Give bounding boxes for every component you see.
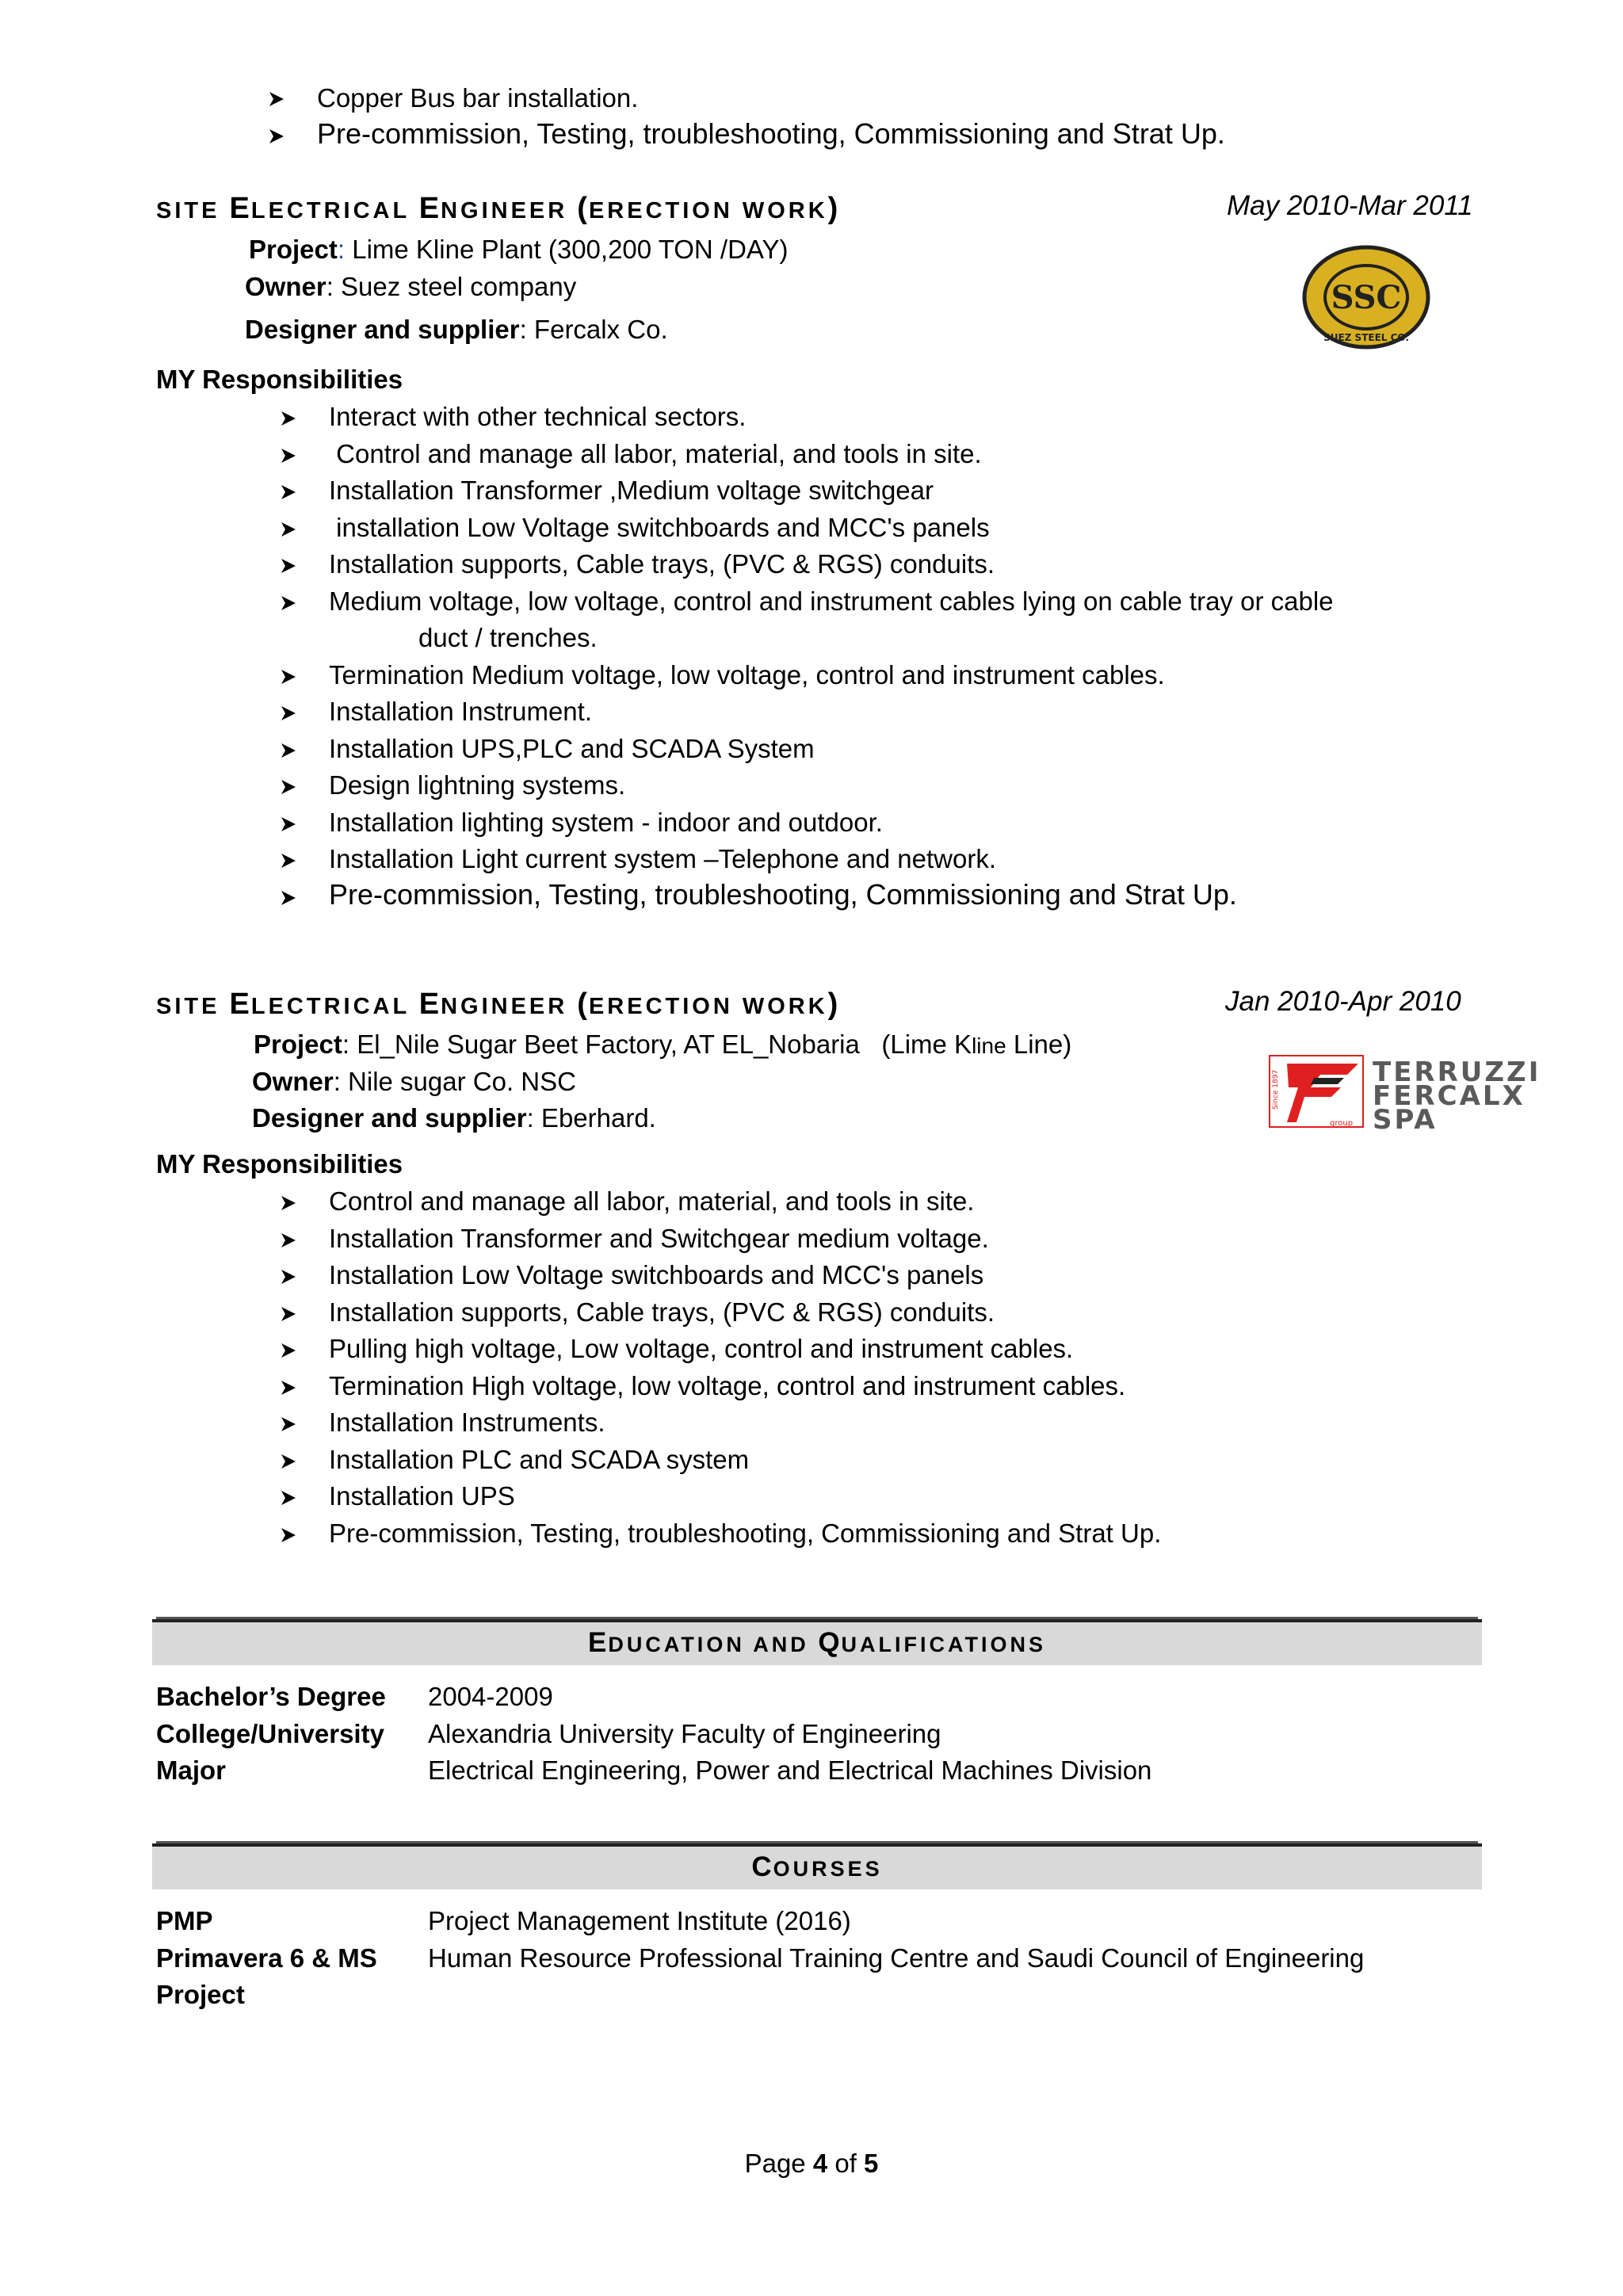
arrow-bullet-icon — [280, 1194, 297, 1213]
project-line: Project: Lime Kline Plant (300,200 TON /DAY) — [249, 235, 789, 264]
svg-text:SUEZ STEEL CO.: SUEZ STEEL CO. — [1323, 332, 1409, 343]
arrow-bullet-icon — [280, 667, 297, 686]
bullet-text: Pre-commission, Testing, troubleshooting, Commissioning and Strat Up. — [317, 117, 1225, 150]
project-line: Project: El_Nile Sugar Beet Factory, AT EL_Nobaria (Lime Kline Line) — [254, 1030, 1072, 1059]
section-heading: COURSES — [751, 1851, 883, 1882]
arrow-bullet-icon — [280, 851, 297, 870]
arrow-bullet-icon — [280, 594, 297, 613]
list-item: Installation supports, Cable trays, (PVC & RGS) conduits. — [329, 1297, 995, 1327]
arrow-bullet-icon — [280, 1452, 297, 1471]
arrow-bullet-icon — [280, 888, 297, 907]
arrow-bullet-icon — [280, 1415, 297, 1434]
arrow-bullet-icon — [280, 815, 297, 834]
terruzzi-fercalx-logo — [1265, 1046, 1590, 1132]
list-item-continuation: duct / trenches. — [418, 623, 598, 652]
designer-line: Designer and supplier: Fercalx Co. — [245, 315, 668, 344]
svg-text:SSC: SSC — [1331, 279, 1402, 316]
job-title: SITE ELECTRICAL ENGINEER (ERECTION WORK) — [156, 192, 840, 225]
arrow-bullet-icon — [280, 1488, 297, 1507]
education-key: College/University — [156, 1719, 384, 1748]
svg-text:TERRUZZI: TERRUZZI — [1373, 1056, 1541, 1088]
list-item: Pre-commission, Testing, troubleshooting, Commissioning and Strat Up. — [329, 1519, 1162, 1548]
list-item: Installation UPS — [329, 1481, 515, 1511]
arrow-bullet-icon — [280, 1305, 297, 1324]
list-item: Installation Transformer ,Medium voltage switchgear — [329, 476, 934, 505]
list-item: Pre-commission, Testing, troubleshooting, Commissioning and Strat Up. — [329, 878, 1237, 911]
arrow-bullet-icon — [280, 741, 297, 760]
education-value: Alexandria University Faculty of Engineering — [428, 1719, 941, 1748]
course-key: Project — [156, 1980, 245, 2009]
education-value: 2004-2009 — [428, 1682, 553, 1711]
list-item: installation Low Voltage switchboards and MCC's panels — [329, 513, 990, 542]
job-date: May 2010-Mar 2011 — [1227, 190, 1473, 221]
arrow-bullet-icon — [268, 127, 285, 146]
education-value: Electrical Engineering, Power and Electrical Machines Division — [428, 1755, 1152, 1785]
job-date: Jan 2010-Apr 2010 — [1225, 986, 1461, 1017]
page-footer: Page 4 of 5 — [744, 2149, 879, 2178]
arrow-bullet-icon — [280, 409, 297, 428]
arrow-bullet-icon — [280, 1378, 297, 1397]
list-item: Installation PLC and SCADA system — [329, 1445, 750, 1474]
suez-steel-logo — [1301, 244, 1431, 350]
svg-text:FERCALX: FERCALX — [1373, 1080, 1526, 1112]
list-item: Installation lighting system - indoor and outdoor. — [329, 808, 883, 837]
owner-line: Owner: Suez steel company — [245, 272, 577, 301]
course-value: Human Resource Professional Training Centre and Saudi Council of Engineering — [428, 1943, 1365, 1973]
arrow-bullet-icon — [280, 520, 297, 539]
job-title: SITE ELECTRICAL ENGINEER (ERECTION WORK) — [156, 988, 840, 1021]
education-key: Major — [156, 1755, 227, 1785]
svg-text:SPA: SPA — [1373, 1104, 1438, 1132]
svg-text:group: group — [1330, 1119, 1354, 1128]
arrow-bullet-icon — [280, 1267, 297, 1286]
course-key: Primavera 6 & MS — [156, 1943, 377, 1973]
svg-text:Since 1897: Since 1897 — [1272, 1069, 1280, 1110]
course-key: PMP — [156, 1906, 213, 1935]
list-item: Interact with other technical sectors. — [329, 402, 747, 431]
list-item: Installation supports, Cable trays, (PVC & RGS) conduits. — [329, 549, 995, 579]
arrow-bullet-icon — [280, 1231, 297, 1250]
owner-line: Owner: Nile sugar Co. NSC — [252, 1067, 576, 1096]
list-item: Medium voltage, low voltage, control and instrument cables lying on cable tray or cable — [329, 586, 1334, 616]
list-item: Termination Medium voltage, low voltage, control and instrument cables. — [329, 660, 1165, 690]
designer-line: Designer and supplier: Eberhard. — [252, 1103, 656, 1133]
list-item: Installation Instrument. — [329, 697, 592, 726]
list-item: Installation Light current system –Telephone and network. — [329, 844, 996, 873]
list-item: Installation Transformer and Switchgear medium voltage. — [329, 1224, 989, 1253]
courses-heading-bar — [152, 1843, 1482, 1889]
bullet-text: Copper Bus bar installation. — [317, 83, 639, 113]
responsibilities-heading: MY Responsibilities — [156, 1149, 403, 1179]
education-key: Bachelor’s Degree — [156, 1682, 386, 1711]
list-item: Installation Low Voltage switchboards and MCC's panels — [329, 1260, 984, 1289]
course-value: Project Management Institute (2016) — [428, 1906, 851, 1935]
arrow-bullet-icon — [280, 556, 297, 575]
responsibilities-heading: MY Responsibilities — [156, 365, 403, 394]
list-item: Installation UPS,PLC and SCADA System — [329, 734, 815, 763]
list-item: Termination High voltage, low voltage, control and instrument cables. — [329, 1371, 1126, 1400]
list-item: Control and manage all labor, material, and tools in site. — [329, 439, 982, 468]
arrow-bullet-icon — [280, 1341, 297, 1360]
arrow-bullet-icon — [280, 1526, 297, 1545]
list-item: Control and manage all labor, material, and tools in site. — [329, 1186, 975, 1216]
arrow-bullet-icon — [280, 777, 297, 797]
section-heading: EDUCATION AND QUALIFICATIONS — [587, 1627, 1047, 1658]
list-item: Pulling high voltage, Low voltage, control and instrument cables. — [329, 1334, 1074, 1363]
arrow-bullet-icon — [268, 90, 285, 109]
list-item: Design lightning systems. — [329, 770, 626, 800]
arrow-bullet-icon — [280, 704, 297, 723]
education-heading-bar — [152, 1619, 1482, 1665]
arrow-bullet-icon — [280, 446, 297, 465]
list-item: Installation Instruments. — [329, 1408, 605, 1437]
arrow-bullet-icon — [280, 483, 297, 502]
